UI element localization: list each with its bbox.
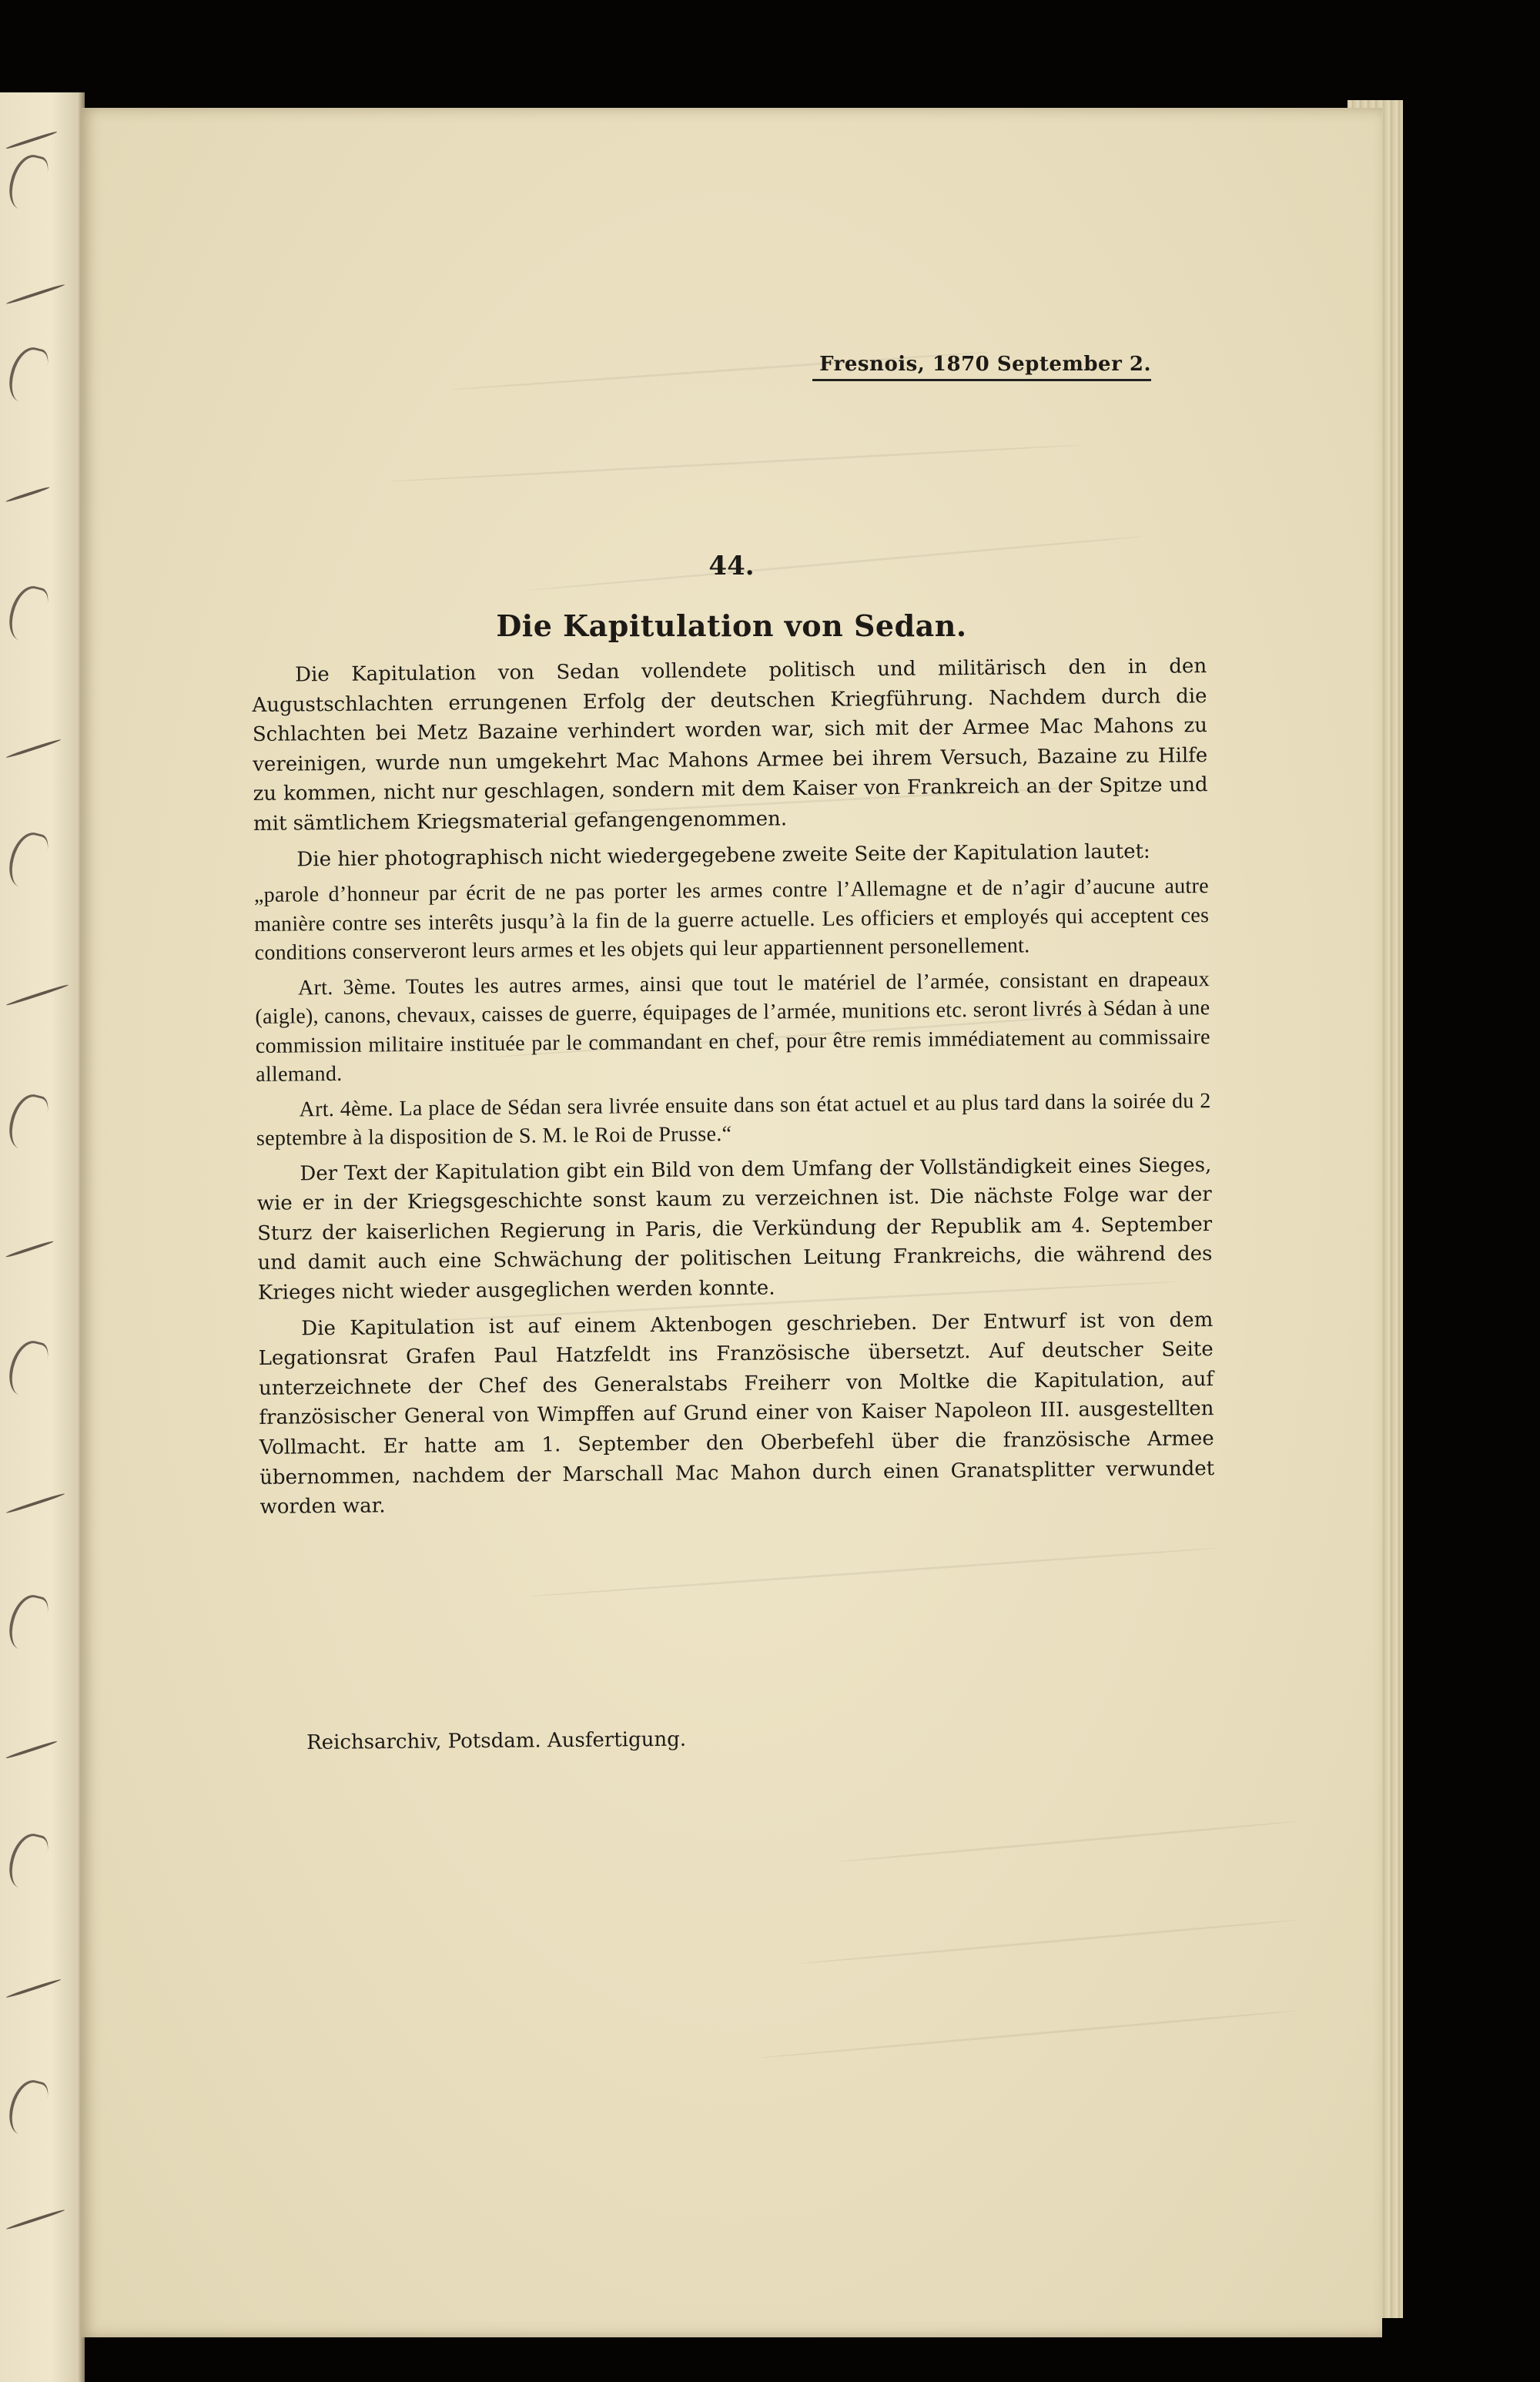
commentary-paragraph: Die Kapitulation ist auf einem Aktenbogen geschrieben. Der Entwurf ist von dem Legationsrat Grafen Paul Hatzfeldt ins Französische übersetzt. Auf deutscher Seite unterzeichnete der Chef des Generalstabs Freiherr von Moltke die Kapitulation, auf französischer General von Wimpffen auf Grund einer von Kaiser Napoleon III. ausgestellten Vollmacht. Er hatte am 1. September den Oberbefehl über die französische Armee übernommen, nachdem der Marschall Mac Mahon durch einen Granatsplitter verwundet worden war. [258, 1308, 1215, 1519]
ink-stroke [5, 151, 51, 213]
document-number: 44. [708, 551, 755, 581]
ink-stroke [5, 2209, 65, 2231]
ink-stroke [5, 1978, 62, 1999]
ink-stroke [5, 343, 51, 406]
ink-stroke [5, 2076, 51, 2139]
ink-stroke [5, 739, 62, 759]
ink-stroke [5, 582, 51, 645]
printed-page [81, 108, 1382, 2337]
ink-stroke [5, 283, 65, 306]
ink-stroke [5, 1090, 51, 1153]
document-title: Die Kapitulation von Sedan. [496, 608, 967, 643]
intro-paragraph: Die Kapitulation von Sedan vollendete politisch und militärisch den in den Augustschlachten errungenen Erfolg der deutschen Kriegführung. Nachdem durch die Schlachten bei Metz Bazaine verhindert worden war, sich mit der Armee Mac Mahons zu vereinigen, wurde nun umgekehrt Mac Mahons Armee bei ihrem Versuch, Bazaine zu Hilfe zu kommen, nicht nur geschlagen, sondern mit dem Kaiser von Frankreich an der Spitze und mit sämtlichem Kriegsmaterial gefangengenommen. [252, 655, 1208, 836]
ink-stroke [5, 1830, 51, 1892]
ink-stroke [5, 1240, 54, 1258]
quote-paragraph: „parole d’honneur par écrit de ne pas porter les armes contre l’Allemagne et de n’agir d’aucune autre manière contre ses interêts jusqu’à la fin de la guerre actuelle. Les officiers et employés qui acceptent ces conditions conserveront leurs armes et les objets qui leur appartiennent personellement. [253, 874, 1210, 966]
ink-stroke [5, 829, 51, 891]
body-text [252, 652, 1215, 1529]
ink-stroke [5, 1493, 65, 1515]
lead-in-paragraph: Die hier photographisch nicht wiedergegebene zweite Seite der Kapitulation lautet: [296, 839, 1150, 872]
commentary-paragraph: Der Text der Kapitulation gibt ein Bild von dem Umfang der Vollständigkeit eines Sieges, wie er in der Kriegsgeschichte sonst kaum zu verzeichnen ist. Die nächste Folge war der Sturz der kaiserlichen Regierung in Paris, die Verkündung der Republik am 4. September und damit auch eine Schwächung der politischen Leitung Frankreichs, die während des Krieges nicht wieder ausgeglichen werden konnte. [256, 1153, 1213, 1305]
ink-stroke [5, 1740, 58, 1759]
quote-paragraph: Art. 4ème. La place de Sédan sera livrée ensuite dans son état actuel et au plus tard dans la soirée du 2 septembre à la disposition de S. M. le Roi de Prusse.“ [256, 1088, 1211, 1151]
adjacent-manuscript-page [0, 92, 85, 2382]
archive-source-note: Reichsarchiv, Potsdam. Ausfertigung. [306, 1727, 687, 1754]
ink-stroke [5, 983, 69, 1007]
ink-stroke [5, 486, 50, 503]
ink-stroke [5, 1591, 51, 1653]
ink-stroke [5, 130, 58, 149]
quote-paragraph: Art. 3ème. Toutes les autres armes, ainsi que tout le matériel de l’armée, consistant en drapeaux (aigle), canons, chevaux, caisses de guerre, équipages de l’armée, munitions etc. seront livrés à Sédan à une commission militaire instituée par le commandant en chef, pour être remis immédiatement au commissaire allemand. [255, 967, 1210, 1087]
place-date-header: Fresnois, 1870 September 2. [812, 353, 1151, 381]
ink-stroke [5, 1337, 51, 1399]
